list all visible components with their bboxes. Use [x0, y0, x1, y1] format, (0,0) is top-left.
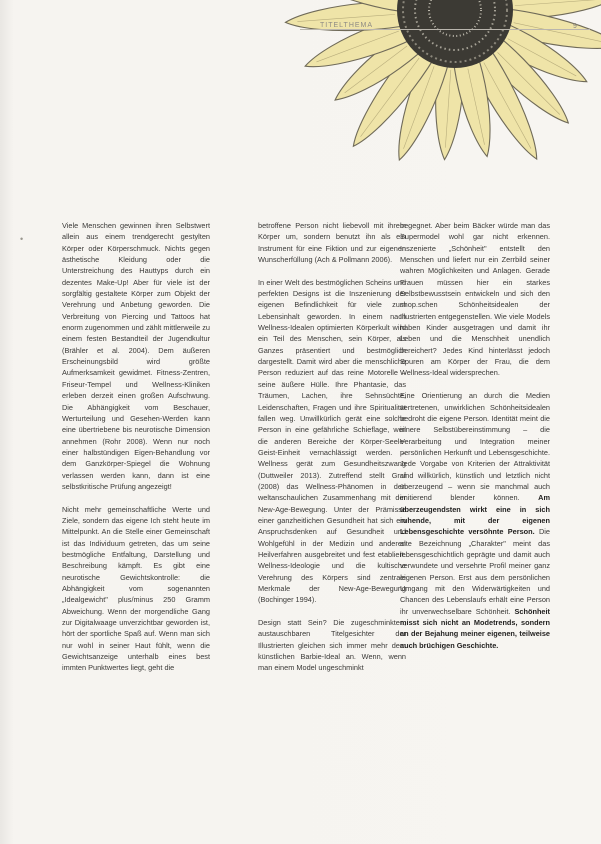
sunflower-illustration [290, 0, 601, 220]
text-column-3 [400, 220, 550, 651]
paragraph: betroffene Person nicht liebevoll mit ihrem Körper um, sondern benutzt ihn als ein Instrument für eine Fiktion und zur eigenen Wunscherfüllung (Ach & Pollmann 2006). [258, 221, 406, 265]
paragraph: Viele Menschen gewinnen ihren Selbstwert allein aus einem trendgerecht gestylten Körper oder Körperschmuck. Nichts gegen ästhetische Kleidung oder die Unterstreichung des Hauttyps durch ein dezentes Make-Up! Aber für viele ist der sorgfältig gestaltete Körper zum Objekt der Verehrung und Anbetung geworden. Die Verbreitung von Piercing und Tattoos hat enorm zugenommen und zählt mittlerweile zu einem festen Bestandteil der Jugendkultur (Brähler et al. 2004). Dem äußeren Erscheinungsbild wird größte Aufmerksamkeit gewidmet. Fitness-Zentren, Friseur-Tempel und Wellness-Kliniken erleben derzeit einen großen Aufschwung. Die Abhängigkeit vom Beschauer, Werturteilung und Gesehen-Werden kann eine übertriebene bis neurotische Dimension annehmen (Rohr 2008). Wenn nur noch einer halbstündigen Eigen-Behandlung vor dem Ganzkörper-Spiegel die Wohnung verlassen werden kann, dann ist eine selbstkritische Prüfung angezeigt! [62, 221, 210, 491]
header-rule [300, 29, 590, 30]
emphasized-text: Am überzeugendsten wirkt eine in sich ruhende, mit der eigenen Lebensgeschichte versöhnte Person. [400, 493, 550, 537]
page-number: 9 [573, 23, 577, 30]
paragraph [400, 390, 550, 651]
paragraph-text: Eine Orientierung an durch die Medien vertretenen, unwirklichen Schönheitsidealen bedroht die eigene Person. Identität meint die innere Selbstübereinstimmung – die Verarbeitung und Integration meiner persönlichen Herkunft und Lebensgeschichte. Jede Vorgabe von Kriterien der Attraktivität sind willkürlich, künstlich und letztlich nicht überzeugend – wenn sie manchmal auch imitierend blender können. [400, 391, 550, 503]
emphasized-text: Schönheit misst sich nicht an Modetrends, sondern an der Bejahung meiner eigenen, teilweise auch brüchigen Geschichte. [400, 606, 550, 650]
paragraph: begegnet. Aber beim Bäcker würde man das Supermodel wohl gar nicht erkennen. Inszenierte „Schönheit" entstellt den Menschen und liefert nur ein Zerrbild seiner wahren Möglichkeiten und Anlagen. Gerade Frauen müssen hier ein starkes Selbstbewusstsein entwickeln und sich den shop.schen Schönheitsidealen der Illustrierten entgegenstellen. Wie viele Models haben Kinder ausgetragen und damit ihr Leben und die Menschheit unendlich bereichert? Jedes Kind hinterlässt jedoch Spuren am Körper der Frau, die dem Wellness-Ideal widersprechen. [400, 221, 550, 378]
text-column-2 [258, 220, 406, 674]
paragraph: Design statt Sein? Die zugeschminkten, austauschbaren Titelgesichter der Illustrierten gleichen sich immer mehr dem künstlichen Barbie-Ideal an. Wenn, wenn man einem Model ungeschminkt [258, 618, 406, 673]
running-head: TITELTHEMA [320, 22, 374, 29]
paragraph: Nicht mehr gemeinschaftliche Werte und Ziele, sondern das eigene Ich steht heute im Mittelpunkt. An die Stelle einer Gemeinschaft ist das Individuum getreten, das um seine bestmögliche Entfaltung, Darstellung und Beschreibung kämpft. Es gibt eine neurotische Gewichtskontrolle: die Abhängigkeit vom sogenannten „Idealgewicht" plus/minus 250 Gramm Abweichung. Wenn der morgendliche Gang zur Digitalwaage unverzichtbar geworden ist, hört der sportliche Spaß auf. Wenn man sich nur wohl in seiner Haut fühlt, wenn die Gewichtsanzeige unterhalb eines best immten Punktwertes liegt, geht die [62, 504, 210, 673]
paragraph-text: Die alte Bezeichnung „Charakter" meint das lebensgeschichtlich geprägte und damit auch verwundete und versehrte Profil meiner ganz eigenen Person. Erst aus dem persönlichen Umgang mit den Widerwärtigkeiten und Chancen des Lebenslaufs erhält eine Person ihr unverwechselbare Schönheit. [400, 527, 550, 616]
paragraph: In einer Welt des bestmöglichen Scheins und perfekten Designs ist die Inszenierung der eigenen Befindlichkeit für viele zum Lebensinhalt geworden. In einem nach Wellness-Idealen optimierten Körperkult wird ein Teil des Menschen, sein Körper, als Ganzes präsentiert und bestmöglich dargestellt. Damit wird aber die menschliche Person reduziert auf das reine Motorelle – seine äußere Hülle. Ihre Phantasie, das Träumen, Lachen, ihre Sehnsüchte, Leidenschaften, Fragen und ihre Spiritualität fallen weg. Unwillkürlich gerät eine solche Person in eine gefährliche Schieflage, weil die anderen Bereiche der Körper-Seele-Geist-Einheit vernachlässigt werden. – Wellness gerät zum Gesundheitszwang (Duttweiler 2013). Zutreffend stellt Graf (2008) das Wellness-Phänomen in den weltanschaulichen Zusammenhang mit der New-Age-Bewegung. Unter der Prämisse einer ganzheitlichen Gesundheit hat sich ein Anspruchsdenken auf Gesundheit und Wohlgefühl in der Medizin und anderen Heilverfahren ausgebreitet und fest etabliert. Wellness-Ideologie und die kultische Verehrung des Körpers sind zentrale Merkmale der New-Age-Bewegung (Bochinger 1994). [258, 277, 406, 605]
article-body [62, 220, 592, 820]
text-column-1 [62, 220, 210, 674]
bullet-mark-icon: • [20, 234, 24, 244]
